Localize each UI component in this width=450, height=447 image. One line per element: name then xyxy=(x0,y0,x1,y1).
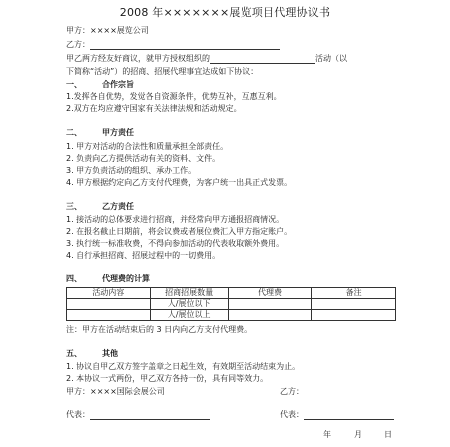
fee-table-cell xyxy=(228,299,312,310)
rep-b-label: 代表： xyxy=(280,410,304,419)
section-5-heading xyxy=(66,348,118,359)
section-2-item-2: 2. 负责向乙方提供活动有关的资料、文件。 xyxy=(66,154,221,163)
section-1-number: 一、 xyxy=(66,80,82,89)
activity-name-blank xyxy=(210,54,315,64)
fee-table-header: 活动内容 xyxy=(67,288,151,299)
fee-table-cell xyxy=(67,310,151,321)
fee-table xyxy=(66,287,396,321)
rep-a-blank xyxy=(90,410,210,420)
section-5-name: 其他 xyxy=(102,349,118,358)
fee-table-header: 备注 xyxy=(312,288,396,299)
party-a-line: 甲方：××××展览公司 xyxy=(66,26,149,35)
section-3-item-1: 1. 接活动的总体要求进行招商，并经常向甲方通报招商情况。 xyxy=(66,215,285,224)
fee-table-row xyxy=(67,299,396,310)
party-b-blank xyxy=(90,40,280,50)
party-b-line xyxy=(66,39,280,50)
section-2-heading xyxy=(66,127,134,138)
section-2-item-1: 1. 甲方对活动的合法性和质量承担全部责任。 xyxy=(66,142,229,151)
section-2-number: 二、 xyxy=(66,128,82,137)
fee-table-header: 招商招展数量 xyxy=(150,288,228,299)
fee-table-cell xyxy=(312,299,396,310)
section-2-item-3: 3. 甲方负责活动的组织、承办工作。 xyxy=(66,166,197,175)
section-3-item-3: 3. 执行统一标准收费，不得向参加活动的代表收取额外费用。 xyxy=(66,239,285,248)
fee-table-cell xyxy=(67,299,151,310)
fee-table-cell: 人/展位以下 xyxy=(150,299,228,310)
fee-table-header-row xyxy=(67,288,396,299)
fee-table-cell: 人/展位以上 xyxy=(150,310,228,321)
section-3-number: 三、 xyxy=(66,202,82,211)
intro-text-a: 甲乙两方经友好商议，就甲方授权组织的 xyxy=(66,54,210,63)
intro-line-1 xyxy=(66,53,347,64)
section-2-name: 甲方责任 xyxy=(102,128,134,137)
rep-b-blank xyxy=(304,410,394,420)
intro-line-2: 下简称“活动”）的招商、招展代理事宜达成如下协议： xyxy=(66,67,259,76)
section-1-item-1: 1.发挥各自优势，发觉各自资源条件，优势互补，互惠互利。 xyxy=(66,92,282,101)
fee-table-cell xyxy=(228,310,312,321)
signature-party-a: 甲方：××××国际会展公司 xyxy=(66,387,165,396)
section-4-name: 代理费的计算 xyxy=(102,274,150,283)
section-1-heading xyxy=(66,79,134,90)
section-4-number: 四、 xyxy=(66,274,82,283)
section-3-heading xyxy=(66,201,134,212)
signature-rep-b xyxy=(280,409,394,420)
fee-table-header: 代理费 xyxy=(228,288,312,299)
rep-a-label: 代表： xyxy=(66,410,90,419)
fee-note: 注：甲方在活动结束后的 3 日内向乙方支付代理费。 xyxy=(66,325,253,334)
fee-table-row xyxy=(67,310,396,321)
date-year: 年 xyxy=(323,430,331,439)
signature-party-b: 乙方： xyxy=(280,387,304,396)
section-1-item-2: 2.双方在均应遵守国家有关法律法规和活动规定。 xyxy=(66,104,242,113)
section-1-name: 合作宗旨 xyxy=(102,80,134,89)
section-3-item-2: 2. 在报名截止日期前，将会议费或者展位费汇入甲方指定账户。 xyxy=(66,227,293,236)
section-5-number: 五、 xyxy=(66,349,82,358)
party-b-label: 乙方： xyxy=(66,40,90,49)
document-title: 2008 年×××××××展览项目代理协议书 xyxy=(119,6,331,19)
intro-text-b: 活动（以 xyxy=(315,54,347,63)
section-5-item-1: 1. 协议自甲乙双方签字盖章之日起生效，有效期至活动结束为止。 xyxy=(66,362,301,371)
fee-table-cell xyxy=(312,310,396,321)
section-3-item-4: 4. 自行承担招商、招展过程中的一切费用。 xyxy=(66,251,221,260)
section-3-name: 乙方责任 xyxy=(102,202,134,211)
section-2-item-4: 4. 甲方根据约定向乙方支付代理费，为客户统一出具正式发票。 xyxy=(66,178,293,187)
date-month: 月 xyxy=(354,430,362,439)
section-5-item-2: 2. 本协议一式两份，甲乙双方各持一份，具有同等效力。 xyxy=(66,374,269,383)
date-day: 日 xyxy=(384,430,392,439)
signature-rep-a xyxy=(66,409,210,420)
section-4-heading xyxy=(66,273,150,284)
